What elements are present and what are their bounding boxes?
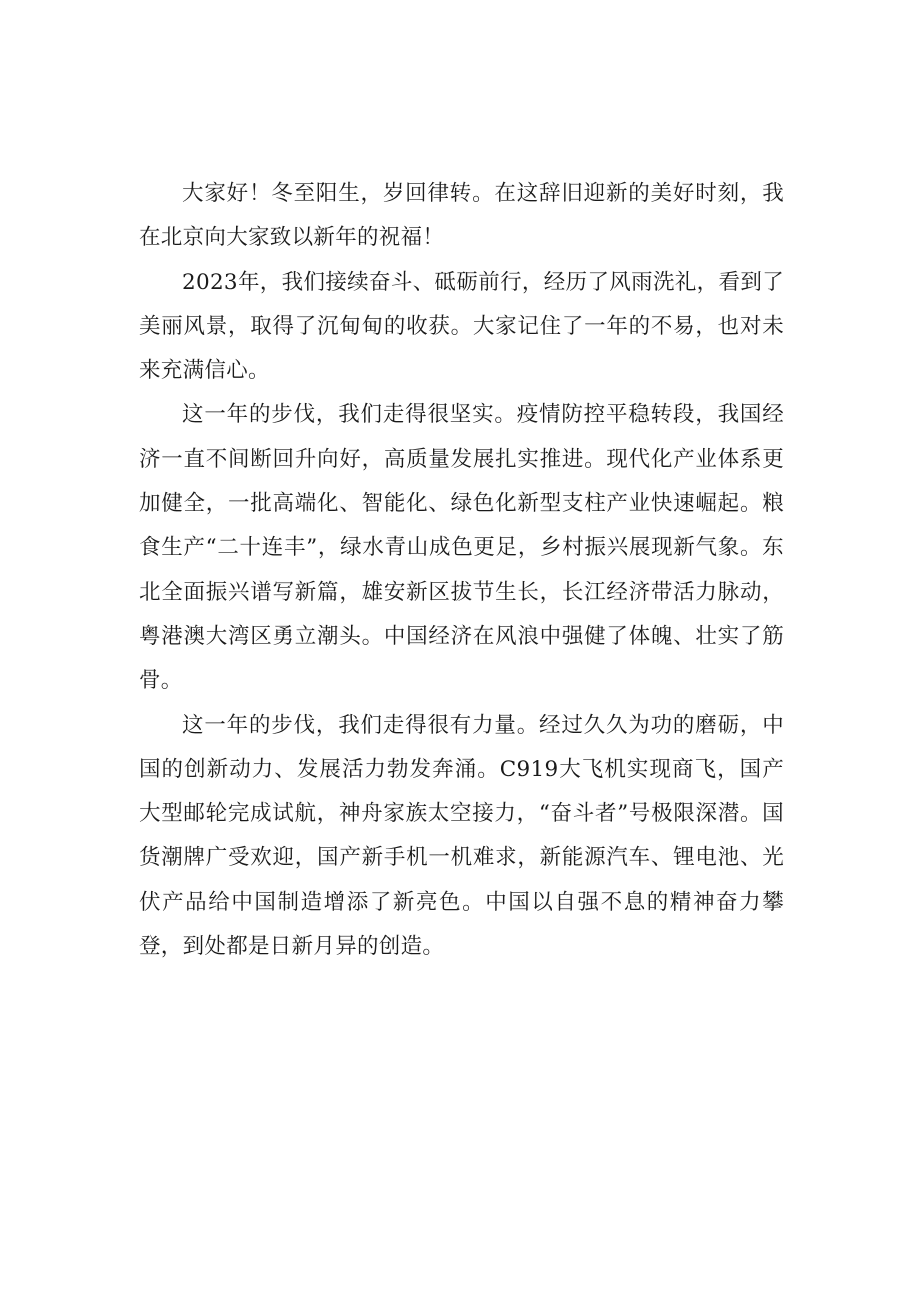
paragraph-4: 这一年的步伐，我们走得很有力量。经过久久为功的磨砺，中国的创新动力、发展活力勃发奔涌。C919大飞机实现商飞，国产大型邮轮完成试航，神舟家族太空接力，“奋斗者”号极限深潜。国货潮牌广受欢迎，国产新手机一机难求，新能源汽车、锂电池、光伏产品给中国制造增添了新亮色。中国以自强不息的精神奋力攀登，到处都是日新月异的创造。 <box>139 712 784 960</box>
paragraph-1: 大家好！冬至阳生，岁回律转。在这辞旧迎新的美好时刻，我在北京向大家致以新年的祝福！ <box>139 181 784 251</box>
paragraph-2: 2023年，我们接续奋斗、砥砺前行，经历了风雨洗礼，看到了美丽风景，取得了沉甸甸的收获。大家记住了一年的不易，也对未来充满信心。 <box>139 269 784 384</box>
paragraph-3: 这一年的步伐，我们走得很坚实。疫情防控平稳转段，我国经济一直不间断回升向好，高质量发展扎实推进。现代化产业体系更加健全，一批高端化、智能化、绿色化新型支柱产业快速崛起。粮食生产“二十连丰”，绿水青山成色更足，乡村振兴展现新气象。东北全面振兴谱写新篇，雄安新区拔节生长，长江经济带活力脉动，粤港澳大湾区勇立潮头。中国经济在风浪中强健了体魄、壮实了筋骨。 <box>139 402 784 694</box>
document-body <box>139 172 784 969</box>
